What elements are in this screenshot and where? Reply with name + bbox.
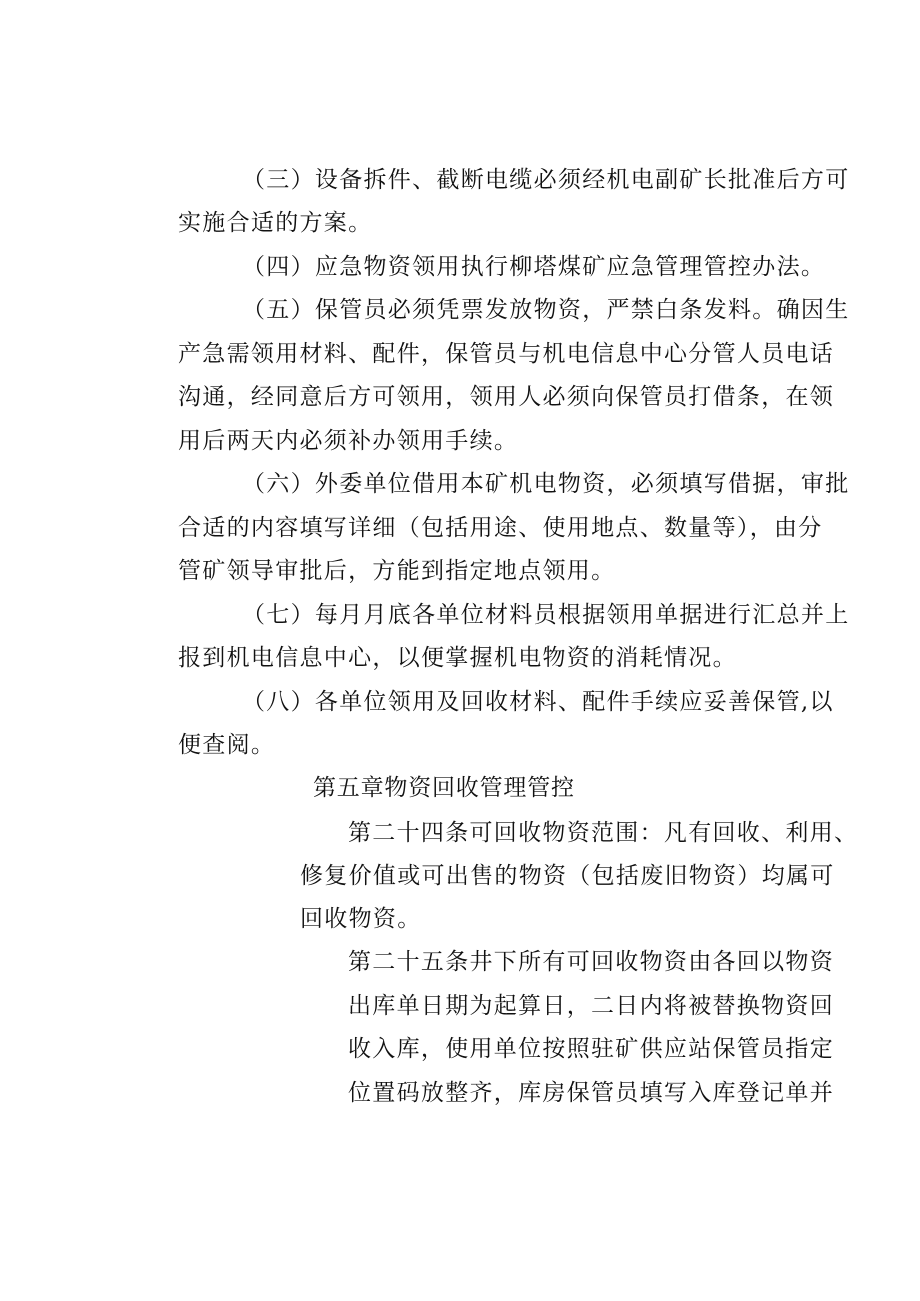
- item-3-line-1: （三）设备拆件、截断电缆必须经机电副矿长批准后方可: [242, 167, 850, 193]
- item-8-line-1: （八）各单位领用及回收材料、配件手续应妥善保管,以: [242, 689, 834, 715]
- article-25-line-4: 位置码放整齐，库房保管员填写入库登记单并: [348, 1080, 834, 1106]
- item-5-line-4: 用后两天内必须补办领用手续。: [178, 428, 519, 454]
- item-8-line-2: 便查阅。: [178, 732, 276, 758]
- article-25-line-2: 出库单日期为起算日，二日内将被替换物资回: [348, 993, 834, 1019]
- article-24-line-2: 修复价值或可出售的物资（包括废旧物资）均属可: [300, 863, 835, 889]
- item-6-line-3: 管矿领导审批后，方能到指定地点领用。: [178, 558, 616, 584]
- article-24-line-3: 回收物资。: [300, 906, 422, 932]
- article-25-line-3: 收入库，使用单位按照驻矿供应站保管员指定: [348, 1036, 834, 1062]
- item-4-line-1: （四）应急物资领用执行柳塔煤矿应急管理管控办法。: [242, 254, 826, 280]
- item-5-line-3: 沟通，经同意后方可领用，领用人必须向保管员打借条，在领: [178, 384, 835, 410]
- item-3-line-2: 实施合适的方案。: [178, 210, 373, 236]
- item-5-line-1: （五）保管员必须凭票发放物资，严禁白条发料。确因生: [242, 297, 850, 323]
- article-25-line-1: 第二十五条井下所有可回收物资由各回以物资: [348, 949, 834, 975]
- item-7-line-1: （七）每月月底各单位材料员根据领用单据进行汇总并上: [242, 602, 850, 628]
- item-6-line-1: （六）外委单位借用本矿机电物资，必须填写借据，审批: [242, 471, 850, 497]
- chapter-title: 第五章物资回收管理管控: [313, 775, 575, 801]
- article-24-line-1: 第二十四条可回收物资范围：凡有回收、利用、: [348, 820, 859, 846]
- item-6-line-2: 合适的内容填写详细（包括用途、使用地点、数量等），由分: [178, 515, 823, 541]
- item-7-line-2: 报到机电信息中心，以便掌握机电物资的消耗情况。: [178, 645, 737, 671]
- item-5-line-2: 产急需领用材料、配件，保管员与机电信息中心分管人员电话: [178, 341, 835, 367]
